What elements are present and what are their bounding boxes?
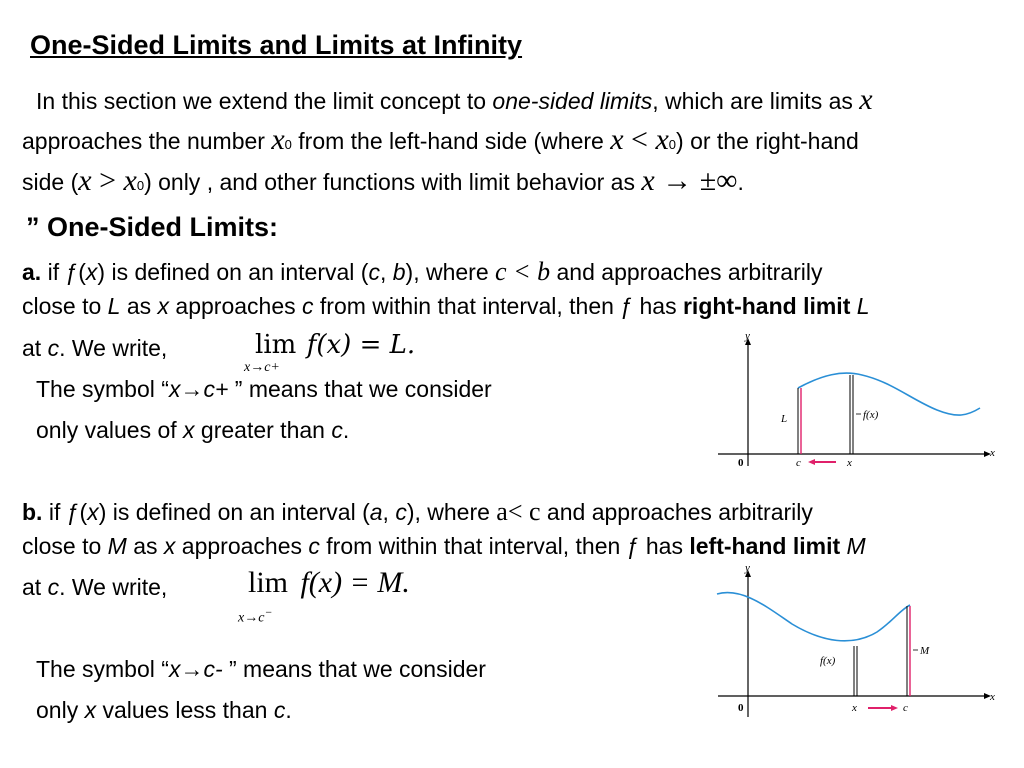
origin-label: 0 <box>738 457 744 469</box>
math-c: c <box>331 417 343 443</box>
math-M: M <box>846 533 866 559</box>
intro-text: . <box>737 169 744 195</box>
math-b: b <box>392 259 406 285</box>
math-M: M <box>107 533 127 559</box>
intro-text: approaches the number <box>22 128 272 154</box>
math-x0: x <box>271 123 285 156</box>
text: from within that interval, then ƒ has <box>313 293 683 319</box>
text: approaches <box>169 293 303 319</box>
text: . We write, <box>59 574 168 600</box>
text: ), where <box>406 499 497 525</box>
math-x: x <box>610 123 624 156</box>
x-axis-label: x <box>990 447 995 459</box>
text: , <box>379 259 393 285</box>
math-x: x <box>859 83 873 116</box>
page-title: One-Sided Limits and Limits at Infinity <box>30 30 523 60</box>
lim-operator: lim <box>255 330 297 360</box>
intro-line-3 <box>22 164 744 200</box>
math-c: c <box>302 293 314 319</box>
math-L: L <box>856 293 870 319</box>
text: ) is defined on an interval ( <box>98 499 370 525</box>
part-a-symbol-line-1 <box>36 375 492 403</box>
text: The symbol “ <box>36 376 169 402</box>
subscript-zero: 0 <box>668 137 677 152</box>
M-label: M <box>920 645 930 657</box>
math-x: x <box>641 164 655 197</box>
text: as <box>126 533 164 559</box>
right-hand-limit-graph <box>712 330 1002 475</box>
intro-text: , which are limits as <box>652 88 860 114</box>
math-x: x <box>157 293 170 319</box>
lim-operator: lim <box>248 566 289 599</box>
math-c: c <box>395 499 407 525</box>
text: ” means that we consider <box>228 376 492 402</box>
function-curve <box>798 373 980 415</box>
section-heading: ” One-Sided Limits: <box>26 212 279 242</box>
intro-line-1 <box>36 83 873 116</box>
part-b-line-3 <box>22 573 167 601</box>
text: from within that interval, then ƒ has <box>319 533 690 559</box>
text: close to <box>22 293 108 319</box>
part-b-label: b. <box>22 499 43 525</box>
lim-subscript-left <box>238 606 272 627</box>
L-label: L <box>781 413 788 425</box>
intro-text: side ( <box>22 169 79 195</box>
lim-expression: f(x) = M. <box>300 566 410 599</box>
lim-subscript: x→c+ <box>244 360 280 375</box>
text: at <box>22 335 48 361</box>
function-curve <box>717 593 910 641</box>
math-x: x <box>84 697 97 723</box>
math-x: x <box>87 499 99 525</box>
math-L: L <box>107 293 121 319</box>
math-x0: x <box>655 123 669 156</box>
text: ) is defined on an interval ( <box>97 259 369 285</box>
text: . <box>342 417 350 443</box>
text: only <box>36 697 85 723</box>
c-label: c <box>796 457 801 469</box>
math-approach: x→c- <box>168 656 223 682</box>
x-label: x <box>852 702 857 714</box>
math-c: c <box>368 259 380 285</box>
y-axis-label: y <box>745 330 750 342</box>
text: if ƒ( <box>42 499 88 525</box>
math-c: c <box>273 697 286 723</box>
math-inequality: c < b <box>495 257 551 286</box>
math-x: x <box>85 259 98 285</box>
text: values less than <box>96 697 274 723</box>
math-x: x <box>78 164 92 197</box>
math-x: x <box>163 533 176 559</box>
math-arrow-infinity: → ±∞ <box>654 164 738 197</box>
part-b-line-1 <box>22 498 813 526</box>
math-gt: > <box>91 164 124 197</box>
text: and approaches arbitrarily <box>540 499 813 525</box>
intro-text: In this section we extend the limit concept to <box>36 88 493 114</box>
text: at <box>22 574 48 600</box>
text: approaches <box>175 533 309 559</box>
intro-text: ) or the right-hand <box>676 128 859 154</box>
intro-line-2 <box>22 123 859 159</box>
part-b-line-2 <box>22 532 866 560</box>
part-a-line-3 <box>22 334 167 362</box>
part-b-symbol-line-2 <box>36 696 292 724</box>
math-c: c <box>47 574 60 600</box>
text: ), where <box>405 259 496 285</box>
c-label: c <box>903 702 908 714</box>
part-a-label: a. <box>22 259 42 285</box>
math-approach: x→c+ <box>168 376 229 402</box>
math-lt: < <box>623 123 656 156</box>
intro-text: ) only , and other functions with limit behavior as <box>144 169 642 195</box>
text: ” means that we consider <box>222 656 486 682</box>
math-c: c <box>308 533 320 559</box>
lim-expression: f(x) = L. <box>306 330 416 360</box>
left-hand-limit-term: left-hand limit <box>689 533 841 559</box>
text: greater than <box>194 417 332 443</box>
x-axis-label: x <box>990 691 995 703</box>
intro-text: from the left-hand side (where <box>291 128 611 154</box>
limit-formula-left <box>248 566 410 600</box>
text: The symbol “ <box>36 656 169 682</box>
math-x: x <box>183 417 195 443</box>
y-axis-label: y <box>745 562 750 574</box>
math-x0: x <box>123 164 137 197</box>
intro-emphasis: one-sided limits <box>492 88 653 114</box>
part-b-symbol-line-1 <box>36 655 486 683</box>
math-c: c <box>47 335 60 361</box>
subscript-zero: 0 <box>284 137 292 152</box>
approach-arrow-head <box>808 459 815 465</box>
approach-arrow-head <box>891 705 898 711</box>
right-hand-limit-term: right-hand limit <box>682 293 851 319</box>
left-hand-limit-graph <box>712 562 1002 722</box>
text: only values of <box>36 417 184 443</box>
text: as <box>120 293 158 319</box>
part-a-symbol-line-2 <box>36 416 349 444</box>
x-label: x <box>847 457 852 469</box>
text: , <box>382 499 396 525</box>
text: if ƒ( <box>41 259 86 285</box>
text: . <box>285 697 292 723</box>
limit-formula-right <box>255 330 415 360</box>
fx-label: f(x) <box>863 409 879 421</box>
part-a-line-2 <box>22 292 870 320</box>
math-a: a <box>369 499 383 525</box>
lim-subscript: x→c <box>238 610 265 626</box>
lim-superscript: − <box>264 606 273 619</box>
origin-label: 0 <box>738 702 744 714</box>
subscript-zero: 0 <box>136 178 145 193</box>
text: close to <box>22 533 108 559</box>
text: and approaches arbitrarily <box>550 259 823 285</box>
math-inequality: a< c <box>496 497 541 526</box>
fx-label: f(x) <box>820 655 836 667</box>
part-a-line-1 <box>22 258 822 286</box>
text: . We write, <box>59 335 168 361</box>
